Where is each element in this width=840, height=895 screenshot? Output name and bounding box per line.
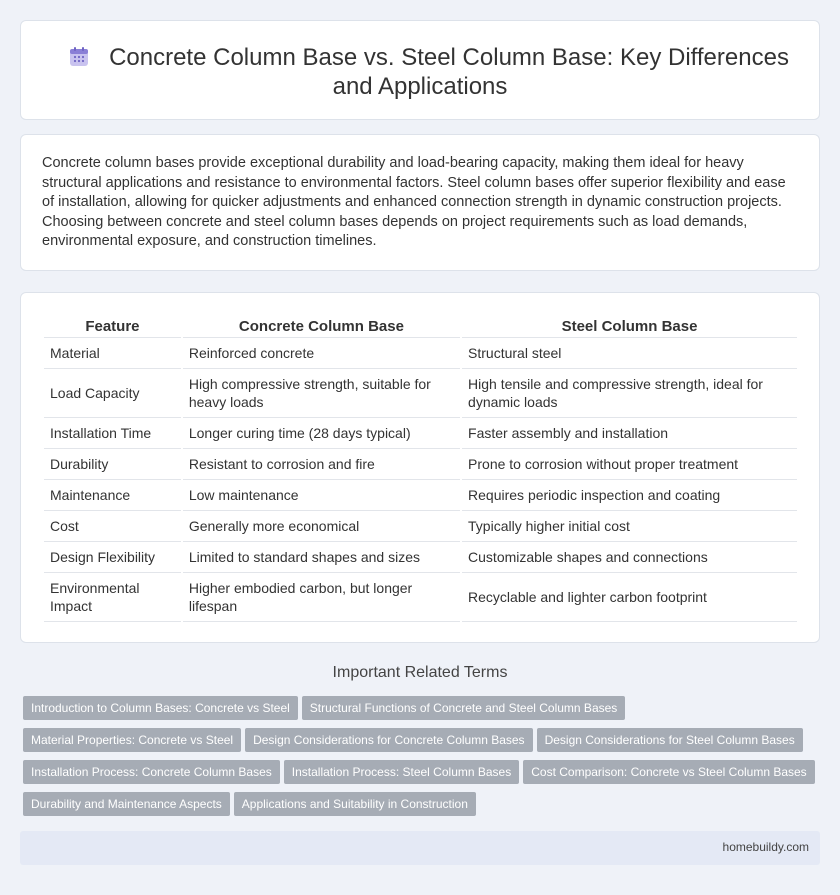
table-row bbox=[44, 573, 797, 622]
header-steel: Steel Column Base bbox=[462, 314, 797, 338]
header-concrete: Concrete Column Base bbox=[183, 314, 460, 338]
summary-card bbox=[20, 134, 820, 271]
comparison-table bbox=[42, 314, 799, 622]
feature-cell: Design Flexibility bbox=[44, 542, 181, 573]
related-term-tag[interactable]: Applications and Suitability in Construction bbox=[234, 792, 476, 816]
related-term-tag[interactable]: Cost Comparison: Concrete vs Steel Column Bases bbox=[523, 760, 814, 784]
summary-text: Concrete column bases provide exceptional durability and load-bearing capacity, making them ideal for heavy structural applications and resistance to environmental factors. Steel column bases offer superior flexibility and ease of installation, allowing for quicker adjustments and enhanced connection strength in dynamic construction projects. Choosing between concrete and steel column bases depends on project requirements such as load demands, environmental exposure, and construction timelines. bbox=[42, 155, 786, 249]
concrete-cell: Longer curing time (28 days typical) bbox=[183, 418, 460, 449]
feature-cell: Durability bbox=[44, 449, 181, 480]
related-term-tag[interactable]: Installation Process: Steel Column Bases bbox=[284, 760, 519, 784]
table-row bbox=[44, 369, 797, 418]
feature-cell: Installation Time bbox=[44, 418, 181, 449]
steel-cell: Customizable shapes and connections bbox=[462, 542, 797, 573]
table-row bbox=[44, 542, 797, 573]
page-title bbox=[21, 43, 819, 101]
comparison-card bbox=[20, 292, 820, 643]
related-term-tag[interactable]: Installation Process: Concrete Column Bases bbox=[23, 760, 280, 784]
steel-cell: Faster assembly and installation bbox=[462, 418, 797, 449]
steel-cell: Requires periodic inspection and coating bbox=[462, 480, 797, 511]
related-terms-heading: Important Related Terms bbox=[332, 664, 508, 681]
header-feature: Feature bbox=[44, 314, 181, 338]
feature-cell: Environmental Impact bbox=[44, 573, 181, 622]
steel-cell: Recyclable and lighter carbon footprint bbox=[462, 573, 797, 622]
related-term-tag[interactable]: Durability and Maintenance Aspects bbox=[23, 792, 230, 816]
related-term-tag[interactable]: Introduction to Column Bases: Concrete vs Steel bbox=[23, 696, 298, 720]
concrete-cell: Limited to standard shapes and sizes bbox=[183, 542, 460, 573]
related-term-tag[interactable]: Structural Functions of Concrete and Steel Column Bases bbox=[302, 696, 626, 720]
title-card bbox=[20, 20, 820, 120]
concrete-cell: Low maintenance bbox=[183, 480, 460, 511]
page-title-line2: and Applications bbox=[332, 73, 508, 100]
related-term-tag[interactable]: Material Properties: Concrete vs Steel bbox=[23, 728, 241, 752]
feature-cell: Maintenance bbox=[44, 480, 181, 511]
table-row bbox=[44, 449, 797, 480]
page-title-line1: Concrete Column Base vs. Steel Column Base: Key Differences bbox=[109, 44, 789, 71]
related-term-tag[interactable]: Design Considerations for Concrete Column Bases bbox=[245, 728, 532, 752]
feature-cell: Cost bbox=[44, 511, 181, 542]
steel-cell: Prone to corrosion without proper treatment bbox=[462, 449, 797, 480]
steel-cell: High tensile and compressive strength, ideal for dynamic loads bbox=[462, 369, 797, 418]
related-terms-list bbox=[23, 696, 823, 824]
feature-cell: Load Capacity bbox=[44, 369, 181, 418]
concrete-cell: Higher embodied carbon, but longer lifespan bbox=[183, 573, 460, 622]
table-row bbox=[44, 338, 797, 369]
concrete-cell: Reinforced concrete bbox=[183, 338, 460, 369]
table-row bbox=[44, 480, 797, 511]
table-row bbox=[44, 511, 797, 542]
feature-cell: Material bbox=[44, 338, 181, 369]
concrete-cell: Generally more economical bbox=[183, 511, 460, 542]
steel-cell: Structural steel bbox=[462, 338, 797, 369]
table-header-row bbox=[44, 314, 797, 338]
footer-site-link[interactable]: homebuildy.com bbox=[722, 840, 809, 854]
steel-cell: Typically higher initial cost bbox=[462, 511, 797, 542]
related-term-tag[interactable]: Design Considerations for Steel Column Bases bbox=[537, 728, 803, 752]
footer bbox=[20, 831, 820, 865]
table-row bbox=[44, 418, 797, 449]
concrete-cell: High compressive strength, suitable for heavy loads bbox=[183, 369, 460, 418]
concrete-cell: Resistant to corrosion and fire bbox=[183, 449, 460, 480]
